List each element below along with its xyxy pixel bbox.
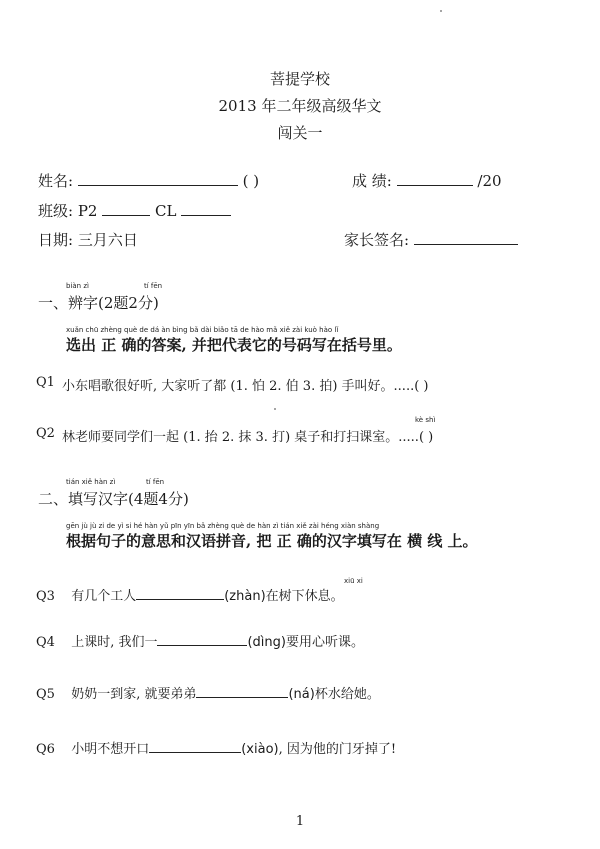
q6-before: 小明不想开口	[71, 742, 150, 757]
section2-title-pinyin-2: tí fēn	[146, 478, 165, 486]
q5-row	[36, 683, 380, 702]
class-label: 班级: P2	[38, 202, 98, 220]
section2-instruction-pinyin: gēn jù jù zi de yì si hé hàn yǔ pīn yīn bǎ zhèng què de hàn zì tián xiě zài héng xiàn shàng	[66, 522, 380, 530]
section2-title-pinyin-1: tián xiě hàn zì	[66, 478, 116, 486]
score-blank	[397, 171, 473, 186]
q4-row	[36, 631, 364, 650]
page-number: 1	[295, 814, 305, 829]
scan-speck	[440, 10, 442, 12]
test-title: 闯关一	[277, 124, 323, 142]
q3-after: 在树下休息。	[265, 589, 344, 604]
q6-answer-blank[interactable]	[149, 738, 241, 753]
q4-pinyin: (dìng)	[247, 635, 286, 650]
q4-number: Q4	[36, 635, 55, 650]
q3-number: Q3	[36, 589, 55, 604]
q5-answer-blank[interactable]	[196, 683, 288, 698]
name-blank	[78, 171, 238, 186]
q2-number: Q2	[36, 426, 55, 441]
q5-after: 杯水给她。	[314, 687, 380, 702]
name-field-row	[38, 170, 259, 191]
q6-after: , 因为他的门牙掉了!	[278, 742, 397, 757]
q3-row	[36, 585, 344, 604]
q2-text: 林老师要同学们一起 (1. 抬 2. 抹 3. 打) 桌子和打扫课室。.....( )	[62, 430, 434, 445]
q1-text: 小东唱歌很好听, 大家听了都 (1. 怕 2. 伯 3. 拍) 手叫好。.....( )	[62, 379, 429, 394]
section1-instruction-pinyin: xuǎn chū zhèng què de dá àn bìng bǎ dài biǎo tā de hào mǎ xiě zài kuò hào lǐ	[66, 326, 339, 334]
q3-before: 有几个工人	[71, 589, 137, 604]
parent-sign-blank	[414, 230, 518, 245]
score-total: /20	[477, 172, 502, 190]
section2-instruction: 根据句子的意思和汉语拼音, 把 正 确的汉字填写在 横 线 上。	[66, 532, 478, 550]
q4-after: 要用心听课。	[285, 635, 364, 650]
cl-blank	[181, 201, 231, 216]
date-label: 日期: 三月六日	[38, 231, 138, 249]
q5-number: Q5	[36, 687, 55, 702]
parent-sign-label: 家长签名:	[344, 231, 410, 249]
scan-speck	[274, 408, 276, 410]
section1-title-pinyin-2: tí fēn	[144, 282, 163, 290]
section1-title-pinyin-1: biàn zì	[66, 282, 89, 290]
score-field-row	[352, 170, 502, 191]
parent-sign-row	[344, 229, 518, 250]
q4-answer-blank[interactable]	[157, 631, 247, 646]
name-label: 姓名:	[38, 172, 74, 190]
q3-pinyin: (zhàn)	[224, 589, 266, 604]
q6-row	[36, 738, 396, 757]
school-name: 菩提学校	[269, 70, 330, 88]
course-title: 2013 年二年级高级华文	[218, 97, 382, 115]
score-label: 成 绩:	[352, 172, 392, 190]
q3-answer-blank[interactable]	[136, 585, 224, 600]
q1-number: Q1	[36, 375, 55, 390]
q5-pinyin: (ná)	[288, 687, 315, 702]
section2-title: 二、填写汉字(4题4分)	[38, 490, 189, 508]
q6-number: Q6	[36, 742, 55, 757]
class-field-row	[38, 200, 231, 221]
name-paren: ( )	[242, 172, 260, 190]
q3-top-pinyin: xiū xi	[344, 577, 363, 585]
q5-before: 奶奶一到家, 就要弟弟	[71, 687, 197, 702]
class-cl: CL	[155, 202, 177, 220]
q2-pinyin: kè shì	[415, 416, 436, 424]
class-blank	[102, 201, 150, 216]
section1-title: 一、辨字(2题2分)	[38, 294, 159, 312]
q4-before: 上课时, 我们一	[71, 635, 158, 650]
section1-instruction: 选出 正 确的答案, 并把代表它的号码写在括号里。	[66, 336, 402, 354]
q6-pinyin: (xiào)	[241, 742, 279, 757]
